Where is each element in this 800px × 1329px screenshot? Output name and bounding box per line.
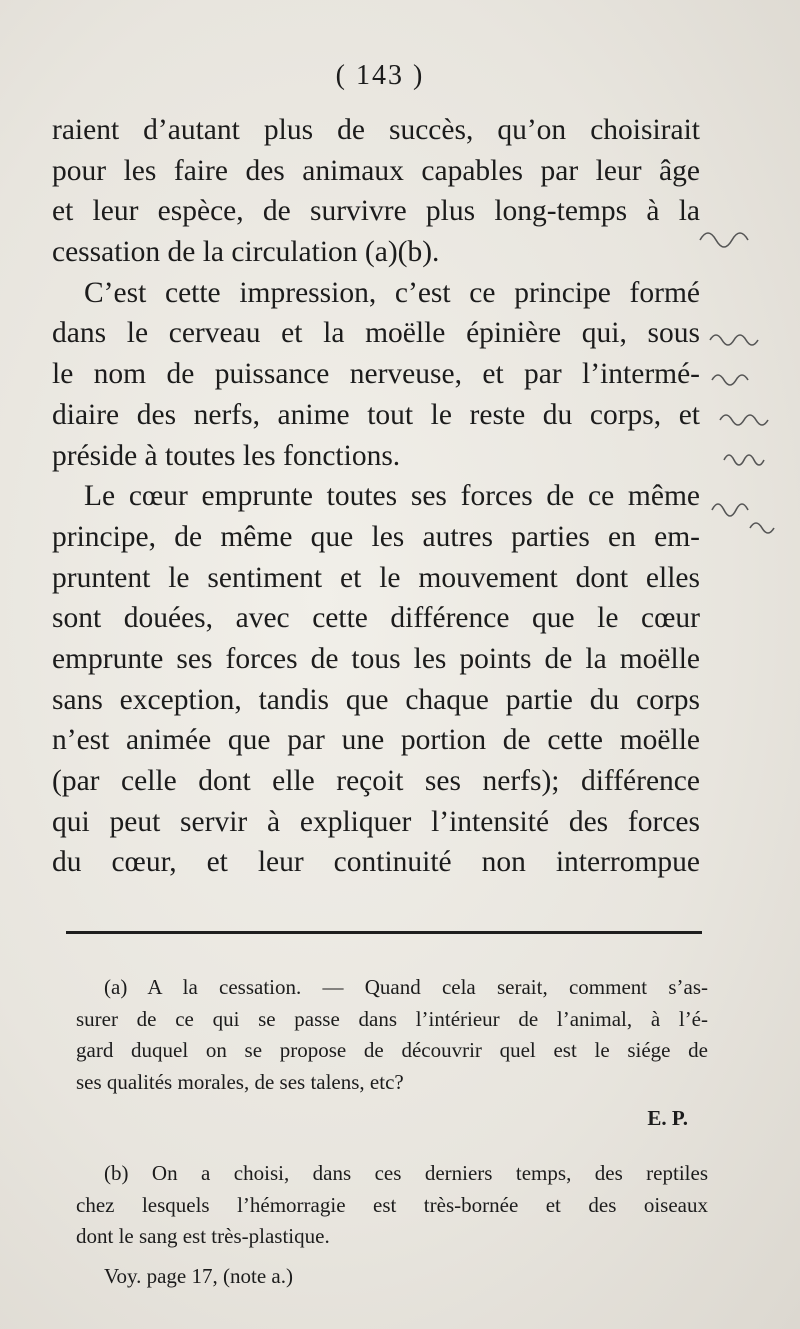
- text-line: n’est animée que par une portion de cette moëlle: [52, 724, 700, 757]
- text-line: C’est cette impression, c’est ce principe formé: [84, 276, 700, 309]
- text-line: pour les faire des animaux capables par leur âge: [52, 154, 700, 187]
- text-line: (par celle dont elle reçoit ses nerfs); différence: [52, 765, 700, 797]
- text-line: qui peut servir à expliquer l’intensité des forces: [52, 805, 700, 838]
- text-line: emprunte ses forces de tous les points de la moëlle: [52, 642, 700, 675]
- handwritten-margin-annotation: [690, 210, 800, 550]
- footnote-signature: E. P.: [647, 1106, 688, 1130]
- footnote-b-line: chez lesquels l’hémorragie est très-bornée et des oiseaux: [76, 1192, 708, 1217]
- text-line: Le cœur emprunte toutes ses forces de ce même: [84, 480, 700, 513]
- text-line: sans exception, tandis que chaque partie du corps: [52, 683, 700, 716]
- footnote-a-line: ses qualités morales, de ses talens, etc?: [76, 1069, 404, 1094]
- text-line: cessation de la circulation (a)(b).: [52, 236, 440, 269]
- page-number: ( 143 ): [335, 60, 425, 91]
- text-line: dans le cerveau et la moëlle épinière qui, sous: [52, 317, 700, 350]
- footnotes: [76, 972, 708, 1292]
- text-line: pruntent le sentiment et le mouvement dont elles: [52, 561, 700, 594]
- text-line: et leur espèce, de survivre plus long-temps à la: [52, 195, 700, 228]
- footnote-a-line: surer de ce qui se passe dans l’intérieur de l’animal, à l’é-: [76, 1006, 708, 1031]
- text-line: principe, de même que les autres parties en em-: [52, 520, 700, 553]
- footnote-divider: [66, 931, 702, 934]
- text-line: sont douées, avec cette différence que le cœur: [52, 602, 700, 635]
- footnote-see-also: Voy. page 17, (note a.): [104, 1263, 293, 1288]
- footnote-b-line: (b) On a choisi, dans ces derniers temps, des reptiles: [104, 1161, 708, 1185]
- main-text: [52, 110, 700, 883]
- footnote-a-line: (a) A la cessation. — Quand cela serait, comment s’as-: [104, 975, 708, 999]
- footnote-a-line: gard duquel on se propose de découvrir quel est le siége de: [76, 1038, 708, 1062]
- text-line: raient d’autant plus de succès, qu’on choisirait: [52, 114, 700, 146]
- text-line: diaire des nerfs, anime tout le reste du corps, et: [52, 398, 700, 431]
- footnote-b-line: dont le sang est très-plastique.: [76, 1224, 330, 1248]
- text-line: du cœur, et leur continuité non interrompue: [52, 846, 700, 879]
- text-line: le nom de puissance nerveuse, et par l’intermé-: [52, 358, 700, 391]
- text-line: préside à toutes les fonctions.: [52, 439, 401, 472]
